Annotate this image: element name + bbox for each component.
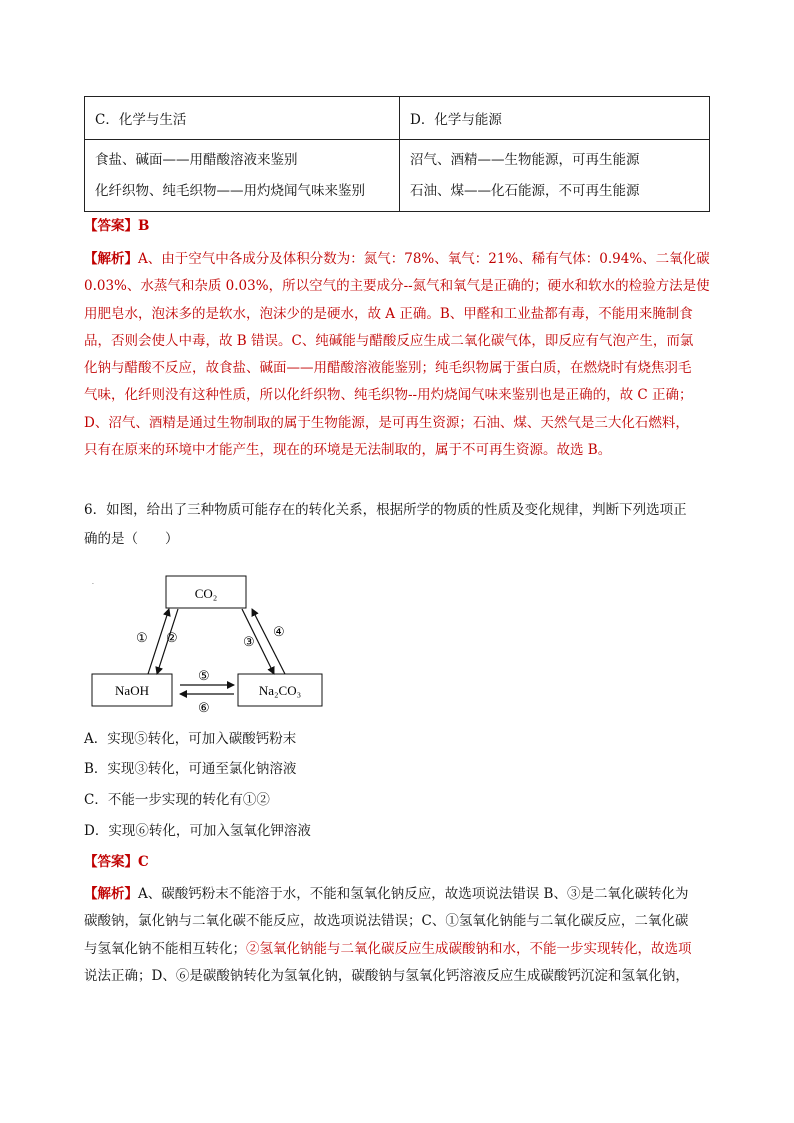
answer-value: B	[138, 218, 150, 234]
table-header-d: D．化学与能源	[400, 97, 710, 140]
analysis-line: 化钠与醋酸不反应，故食盐、碱面——用醋酸溶液能鉴别；纯毛织物属于蛋白质，在燃烧时有烧焦羽毛	[84, 360, 692, 377]
conversion-diagram	[84, 570, 344, 718]
table-d-line-2: 石油、煤——化石能源，不可再生能源	[410, 182, 640, 199]
answer-value: C	[138, 854, 149, 870]
table-cell-c	[85, 140, 400, 212]
label-1: ①	[136, 631, 148, 646]
analysis-line: A、碳酸钙粉末不能溶于水，不能和氢氧化钠反应，故选项说法错误 B、③是二氧化碳转化为	[138, 886, 689, 902]
analysis-label: 【解析】	[84, 886, 138, 902]
analysis-line: 用肥皂水，泡沫多的是软水，泡沫少的是硬水，故 A 正确。B、甲醛和工业盐都有毒，不能用来腌制食	[84, 305, 693, 322]
q6-answer	[84, 849, 716, 876]
analysis-highlight: ②氢氧化钠能与二氧化碳反应生成碳酸钠和水，不能一步实现转化，故选项	[246, 940, 692, 957]
analysis-line: 说法正确；D、⑥是碳酸钠转化为氢氧化钠，碳酸钠与氢氧化钙溶液反应生成碳酸钙沉淀和氢氧化钠，	[84, 967, 689, 984]
table-header-c: C．化学与生活	[85, 97, 400, 140]
analysis-label: 【解析】	[84, 251, 138, 267]
analysis-line: 0.03%、水蒸气和杂质 0.03%，所以空气的主要成分--氮气和氧气是正确的；硬水和软水的检验方法是使	[84, 278, 710, 295]
analysis-line: 气味，化纤则没有这种性质，所以化纤织物、纯毛织物--用灼烧闻气味来鉴别也是正确的，故 C 正确；	[84, 387, 693, 404]
analysis-line: A、由于空气中各成分及体积分数为：氮气：78%、氧气：21%、稀有气体：0.94%、二氧化碳	[138, 251, 710, 267]
analysis-line: 与氢氧化钠不能相互转化；	[84, 940, 246, 957]
analysis-line: 只有在原来的环境中才能产生，现在的环境是无法制取的，属于不可再生资源。故选 B。	[84, 442, 612, 459]
label-2: ②	[166, 631, 178, 646]
answer-label: 【答案】	[84, 218, 138, 234]
naoh-label: NaOH	[115, 683, 149, 698]
q6-stem-line: 6．如图，给出了三种物质可能存在的转化关系，根据所学的物质的性质及变化规律，判断下列选项正	[84, 502, 687, 518]
arrow-4	[252, 609, 285, 674]
table-c-line-2: 化纤织物、纯毛织物——用灼烧闻气味来鉴别	[95, 182, 365, 199]
options-table	[84, 96, 710, 212]
q6-analysis	[84, 881, 716, 990]
label-3: ③	[243, 635, 255, 650]
table-d-line-1: 沼气、酒精——生物能源，可再生能源	[410, 151, 640, 168]
label-5: ⑤	[198, 669, 210, 684]
co2-label: CO₂	[194, 586, 218, 601]
choice-a: A．实现⑤转化，可加入碳酸钙粉末	[84, 731, 297, 747]
q6-stem	[84, 496, 716, 554]
q5-analysis	[84, 246, 716, 464]
svg-text:·: ·	[92, 581, 94, 588]
label-6: ⑥	[198, 701, 210, 716]
q6-stem-line: 确的是（ ）	[84, 531, 179, 547]
analysis-line: 碳酸钠，氯化钠与二氧化碳不能反应，故选项说法错误；C、①氢氧化钠能与二氧化碳反应，二氧化碳	[84, 913, 689, 930]
na2co3-label: Na₂CO₃	[258, 683, 302, 698]
analysis-line: D、沼气、酒精是通过生物制取的属于生物能源，是可再生资源；石油、煤、天然气是三大化石燃料，	[84, 414, 689, 431]
q5-answer	[84, 213, 716, 240]
table-cell-d	[400, 140, 710, 212]
label-4: ④	[273, 625, 285, 640]
choice-d: D．实现⑥转化，可加入氢氧化钾溶液	[84, 823, 311, 839]
answer-label: 【答案】	[84, 854, 138, 870]
analysis-line: 品，否则会使人中毒，故 B 错误。C、纯碱能与醋酸反应生成二氧化碳气体，即反应有气泡产生，而氯	[84, 332, 694, 349]
choice-c: C．不能一步实现的转化有①②	[84, 792, 270, 808]
choice-b: B．实现③转化，可通至氯化钠溶液	[84, 761, 297, 777]
table-c-line-1: 食盐、碱面——用醋酸溶液来鉴别	[95, 151, 298, 168]
